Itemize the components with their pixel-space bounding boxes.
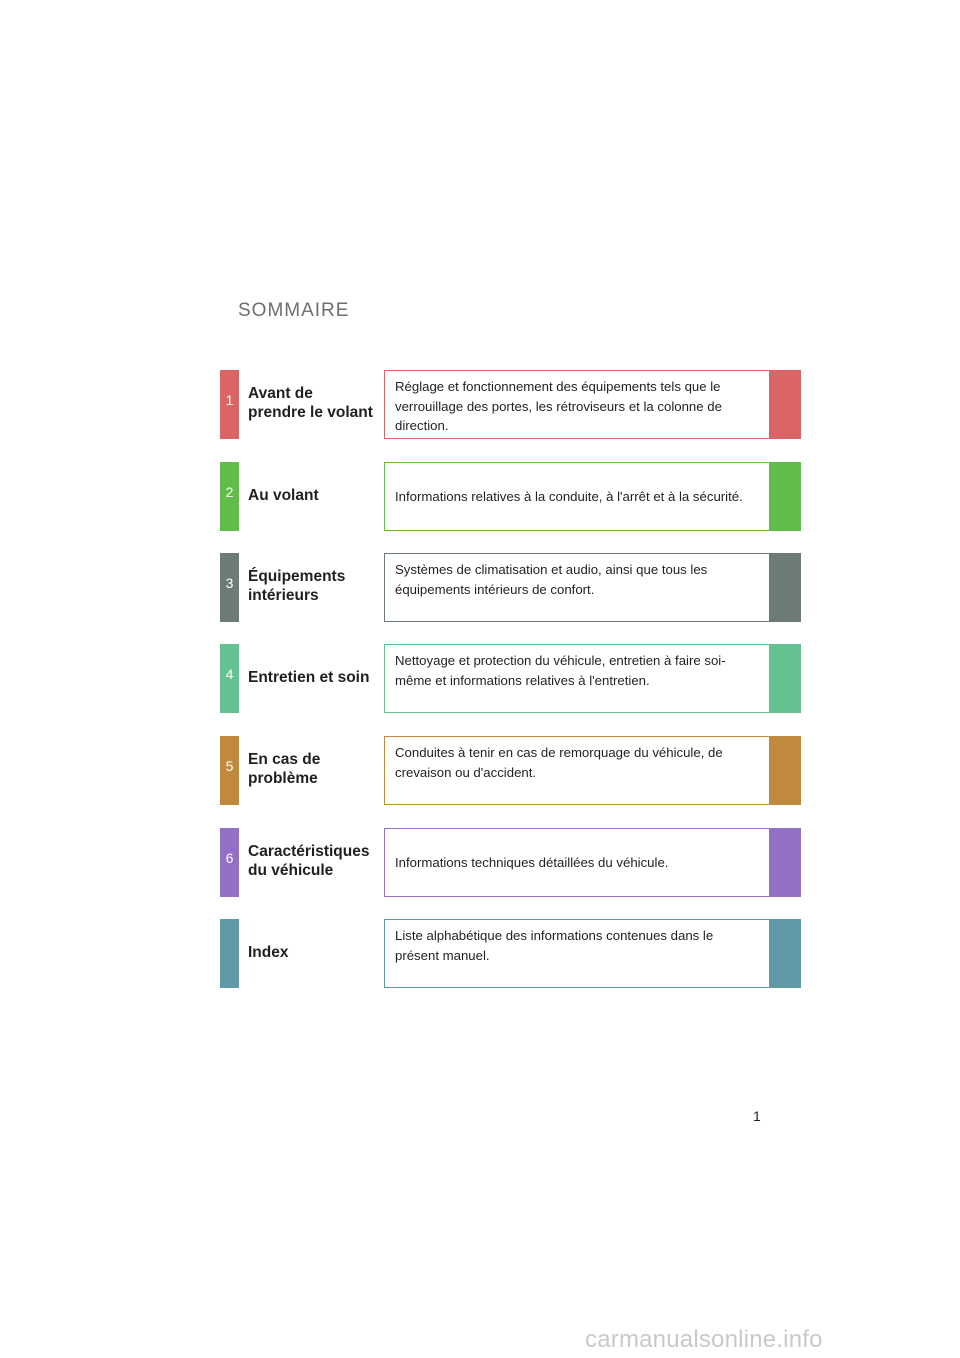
page-number: 1 [753, 1108, 761, 1124]
section-description [395, 487, 767, 507]
section-description-line: équipements intérieurs de confort. [395, 581, 595, 597]
section-tab[interactable] [769, 644, 801, 713]
section-title-line: Entretien et soin [248, 669, 370, 686]
section-tab[interactable] [769, 828, 801, 897]
section-title-line: Avant de [248, 385, 313, 402]
section-description [395, 651, 767, 690]
section-description [395, 743, 767, 782]
section-description-box [384, 828, 771, 897]
section-title[interactable] [248, 384, 388, 422]
section-title[interactable] [248, 842, 388, 880]
section-description-line: même et informations relatives à l'entretien. [395, 672, 650, 688]
section-title-line: Au volant [248, 487, 319, 504]
section-title-line: Équipements [248, 568, 346, 585]
section-number: 5 [225, 758, 234, 774]
watermark: carmanualsonline.info [585, 1326, 823, 1353]
section-title[interactable] [248, 943, 388, 962]
section-title-line: Caractéristiques [248, 843, 370, 860]
section-tab[interactable] [769, 736, 801, 805]
toc-row[interactable] [220, 553, 801, 622]
section-description-line: Informations techniques détaillées du véhicule. [395, 855, 669, 870]
section-description-box [384, 370, 771, 439]
section-description-line: Informations relatives à la conduite, à l'arrêt et à la sécurité. [395, 489, 743, 504]
section-description-line: Conduites à tenir en cas de remorquage du véhicule, de [395, 745, 723, 760]
toc-row[interactable] [220, 462, 801, 531]
section-title[interactable] [248, 668, 388, 687]
section-description-box [384, 553, 771, 622]
section-title-line: intérieurs [248, 587, 319, 604]
section-description-line: Systèmes de climatisation et audio, ainsi que tous les [395, 562, 708, 577]
section-tab[interactable] [769, 919, 801, 988]
section-description-line: Réglage et fonctionnement des équipements tels que le [395, 379, 721, 394]
section-description-box [384, 736, 771, 805]
section-color-bar [220, 919, 239, 988]
toc-row[interactable] [220, 644, 801, 713]
section-description-box [384, 919, 771, 988]
section-number: 4 [225, 666, 234, 682]
section-tab[interactable] [769, 370, 801, 439]
section-description-line: crevaison ou d'accident. [395, 764, 537, 780]
section-title-line: problème [248, 770, 318, 787]
section-description-line: Nettoyage et protection du véhicule, entretien à faire soi- [395, 653, 726, 668]
section-description [395, 377, 767, 436]
section-title-line: du véhicule [248, 862, 334, 879]
section-tab[interactable] [769, 462, 801, 531]
section-description-line: direction. [395, 418, 449, 433]
section-description-line: Liste alphabétique des informations contenues dans le [395, 928, 714, 943]
section-title[interactable] [248, 486, 388, 505]
section-description [395, 853, 767, 873]
toc-row[interactable] [220, 370, 801, 439]
page-title: SOMMAIRE [238, 300, 350, 321]
toc-row[interactable] [220, 736, 801, 805]
toc-row[interactable] [220, 919, 801, 988]
section-description-line: présent manuel. [395, 947, 490, 963]
section-title[interactable] [248, 567, 388, 605]
section-title-line: En cas de [248, 751, 321, 768]
section-description [395, 926, 767, 965]
section-tab[interactable] [769, 553, 801, 622]
section-description-box [384, 644, 771, 713]
section-description [395, 560, 767, 599]
section-number: 3 [225, 575, 234, 591]
toc-row[interactable] [220, 828, 801, 897]
section-description-line: verrouillage des portes, les rétroviseurs et la colonne de [395, 398, 722, 414]
section-title[interactable] [248, 750, 388, 788]
section-description-box [384, 462, 771, 531]
section-title-line: prendre le volant [248, 404, 373, 421]
section-number: 2 [225, 484, 234, 500]
section-number: 1 [225, 392, 234, 408]
section-title-line: Index [248, 944, 289, 961]
section-number: 6 [225, 850, 234, 866]
